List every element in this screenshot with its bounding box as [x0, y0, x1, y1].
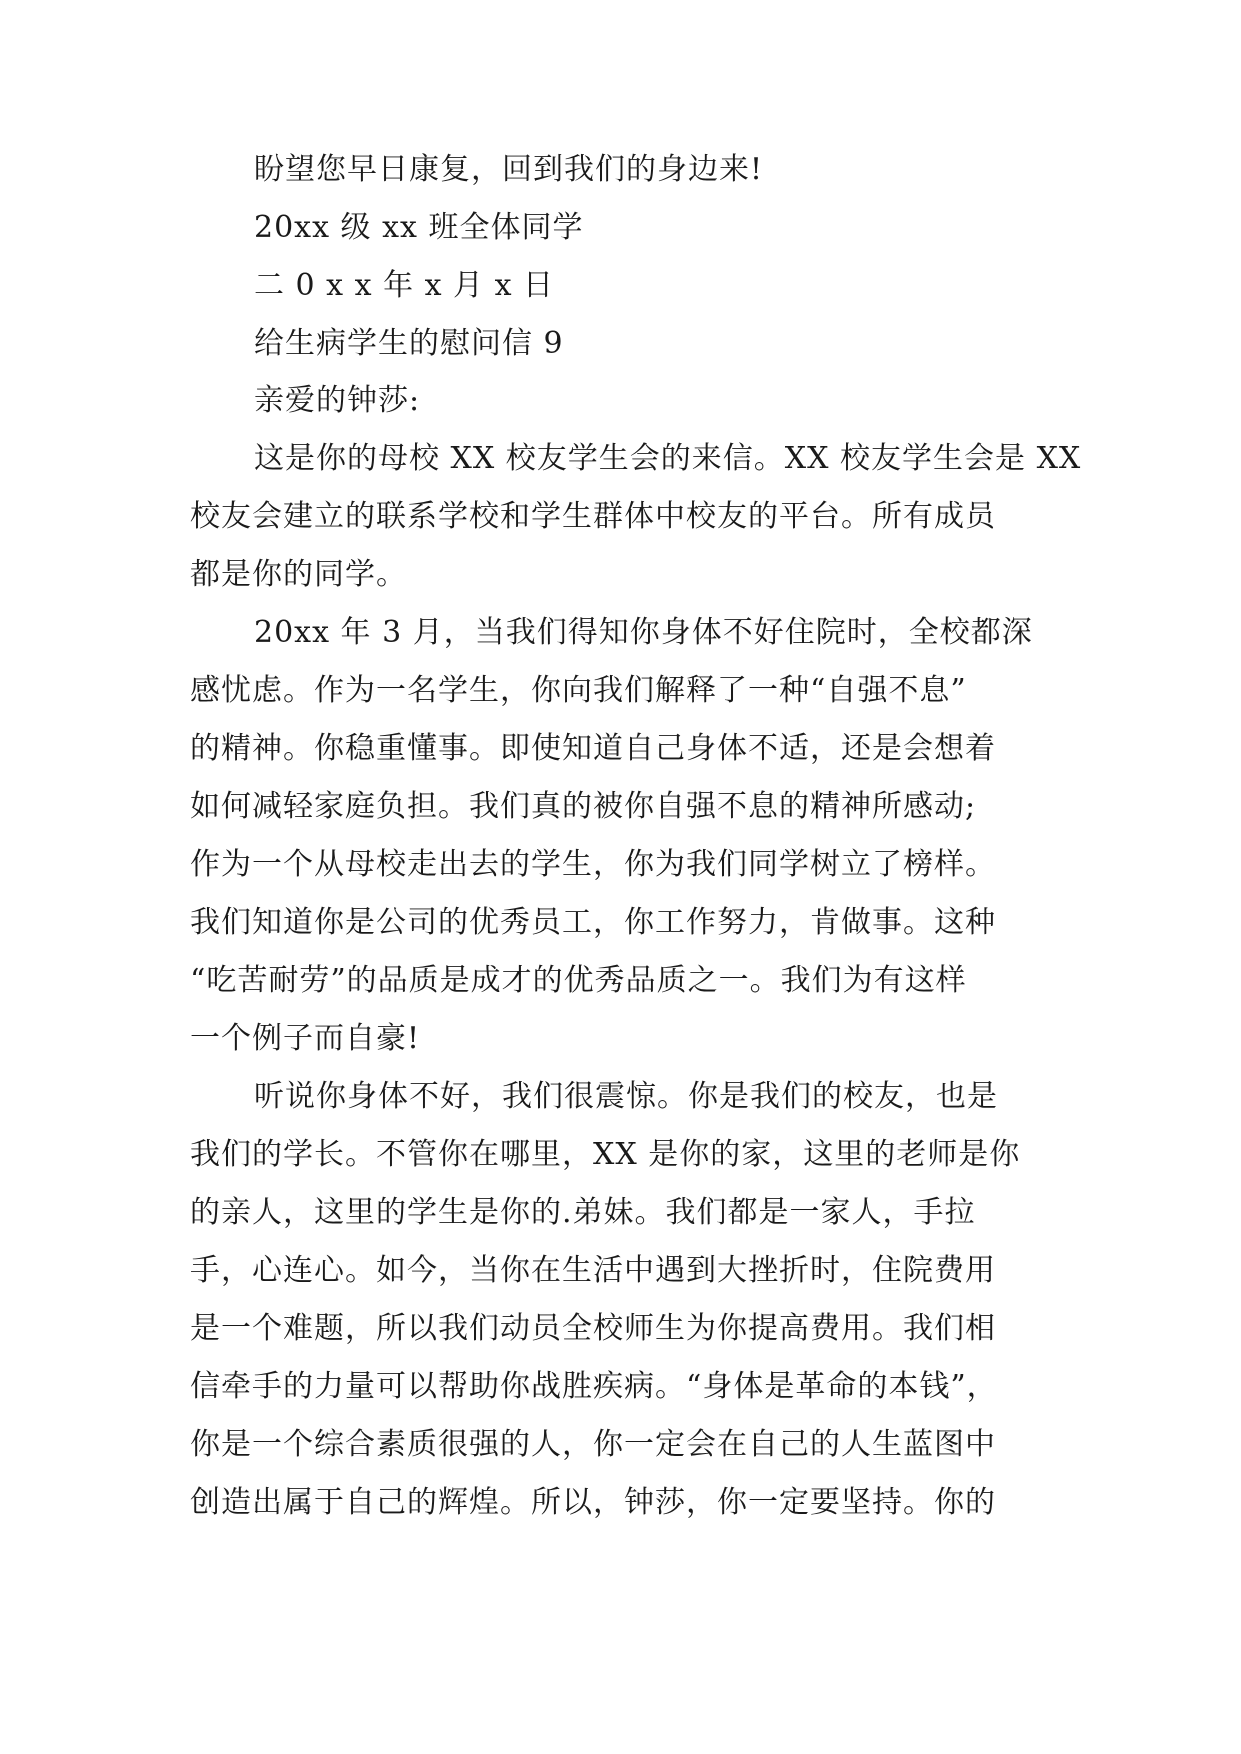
text-line: 这是你的母校 XX 校友学生会的来信。XX 校友学生会是 XX [254, 441, 1082, 476]
text-line: 一个例子而自豪! [190, 1021, 421, 1056]
letter-heading: 给生病学生的慰问信 9 [254, 326, 564, 361]
text-line: 校友会建立的联系学校和学生群体中校友的平台。所有成员 [190, 499, 996, 534]
text-line: 我们的学长。不管你在哪里，XX 是你的家，这里的老师是你 [190, 1137, 1021, 1172]
text-line: “吃苦耐劳”的品质是成才的优秀品质之一。我们为有这样 [190, 963, 967, 998]
text-line: 你是一个综合素质很强的人，你一定会在自己的人生蓝图中 [190, 1427, 996, 1462]
text-line: 感忧虑。作为一名学生，你向我们解释了一种“自强不息” [190, 673, 967, 708]
text-line-salutation: 亲爱的钟莎: [254, 383, 421, 418]
text-line-date: 二 0 x x 年 x 月 x 日 [254, 268, 555, 303]
text-line-closing-wish: 盼望您早日康复，回到我们的身边来! [254, 152, 764, 187]
text-line: 的亲人，这里的学生是你的.弟妹。我们都是一家人，手拉 [190, 1195, 976, 1230]
text-line: 如何减轻家庭负担。我们真的被你自强不息的精神所感动; [190, 789, 977, 824]
text-line: 20xx 年 3 月，当我们得知你身体不好住院时，全校都深 [254, 615, 1033, 650]
text-line: 都是你的同学。 [190, 557, 407, 592]
text-line: 作为一个从母校走出去的学生，你为我们同学树立了榜样。 [190, 847, 996, 882]
text-line: 的精神。你稳重懂事。即使知道自己身体不适，还是会想着 [190, 731, 996, 766]
text-line-signature: 20xx 级 xx 班全体同学 [254, 210, 584, 245]
text-line: 手，心连心。如今，当你在生活中遇到大挫折时，住院费用 [190, 1253, 996, 1288]
text-line: 创造出属于自己的辉煌。所以，钟莎，你一定要坚持。你的 [190, 1485, 996, 1520]
text-line: 信牵手的力量可以帮助你战胜疾病。“身体是革命的本钱”， [190, 1369, 998, 1404]
text-line: 是一个难题，所以我们动员全校师生为你提高费用。我们相 [190, 1311, 996, 1346]
text-line: 我们知道你是公司的优秀员工，你工作努力，肯做事。这种 [190, 905, 996, 940]
text-line: 听说你身体不好，我们很震惊。你是我们的校友，也是 [254, 1079, 998, 1114]
